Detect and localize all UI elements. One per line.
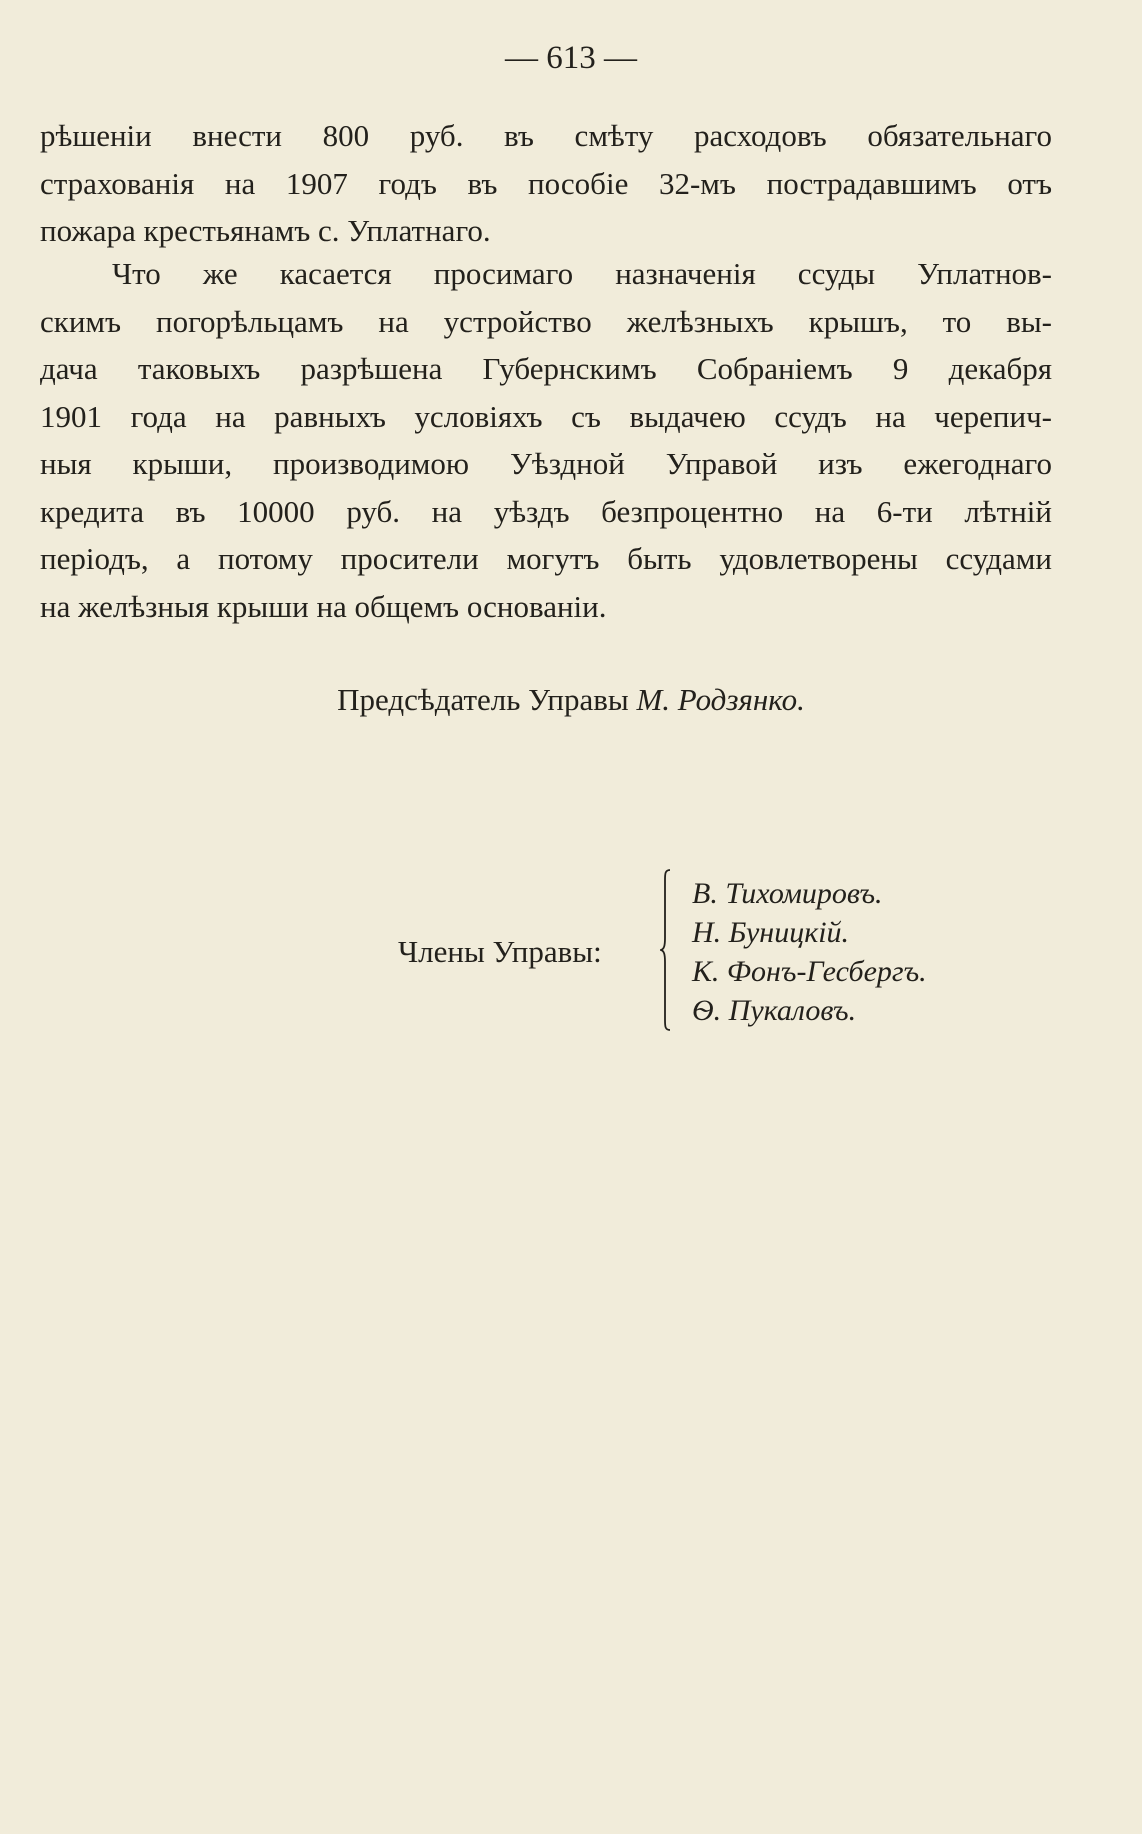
member-name: Н. Буницкій.: [692, 916, 850, 949]
member-name: Ѳ. Пукаловъ.: [692, 994, 857, 1027]
members-label: Члены Управы:: [398, 934, 602, 969]
text-line: ныя крыши, производимою Уѣздной Управой изъ ежегоднаго: [40, 446, 1052, 481]
page-number: — 613 —: [505, 40, 637, 76]
member-name: К. Фонъ-Гесбергъ.: [692, 955, 927, 988]
text-line: пожара крестьянамъ с. Уплатнаго.: [40, 213, 491, 248]
chairman-name: М. Родзянко.: [636, 682, 805, 717]
members-list: [692, 874, 927, 1030]
text-line: дача таковыхъ разрѣшена Губернскимъ Собраніемъ 9 декабря: [40, 351, 1052, 386]
paragraph-1: [40, 112, 1052, 255]
chairman-signature: [0, 680, 1142, 720]
text-line: кредита въ 10000 руб. на уѣздъ безпроцентно на 6-ти лѣтній: [40, 493, 1052, 529]
text-line: страхованія на 1907 годъ въ пособіе 32-мъ пострадавшимъ отъ: [40, 165, 1052, 201]
text-line: 1901 года на равныхъ условіяхъ съ выдачею ссудъ на черепич-: [40, 398, 1052, 434]
text-line: скимъ погорѣльцамъ на устройство желѣзныхъ крышъ, то вы-: [40, 303, 1052, 339]
member-name: В. Тихомировъ.: [692, 877, 883, 910]
text-line: рѣшеніи внести 800 руб. въ смѣту расходовъ обязательнаго: [40, 118, 1052, 153]
chairman-title: Предсѣдатель Управы: [337, 682, 629, 717]
curly-brace-icon: [660, 868, 674, 1032]
paragraph-2: [40, 250, 1052, 630]
text-line: Что же касается просимаго назначенія ссуды Уплатнов-: [112, 256, 1052, 291]
text-line: на желѣзныя крыши на общемъ основаніи.: [40, 588, 607, 624]
text-line: періодъ, а потому просители могутъ быть удовлетворены ссудами: [40, 541, 1052, 576]
